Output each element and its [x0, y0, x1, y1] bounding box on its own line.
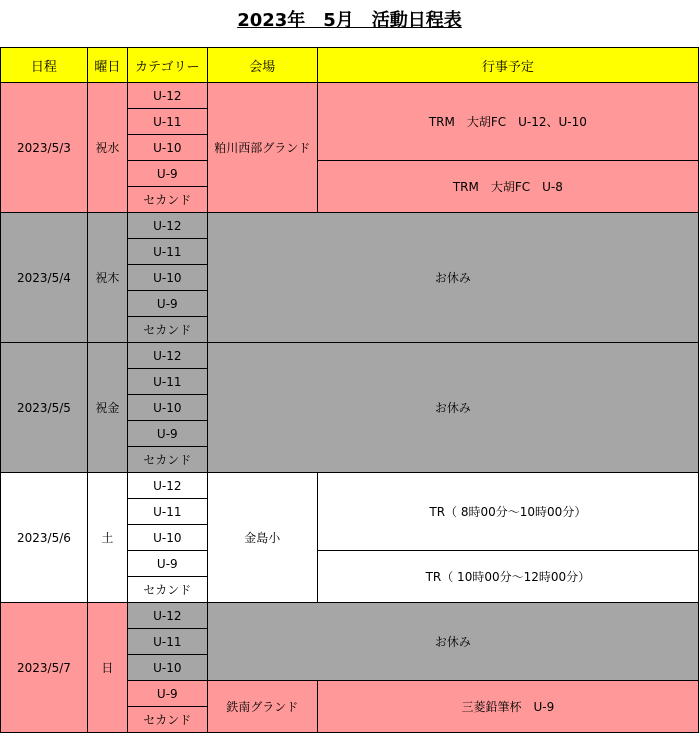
weekday-cell: 土 — [87, 473, 127, 603]
category-cell: U-12 — [127, 473, 207, 499]
header-category: カテゴリー — [127, 48, 207, 83]
venue-cell: 鉄南グランド — [207, 681, 317, 733]
date-cell: 2023/5/6 — [1, 473, 88, 603]
category-cell: U-10 — [127, 655, 207, 681]
header-row — [1, 48, 699, 83]
category-cell: U-9 — [127, 551, 207, 577]
category-cell: U-11 — [127, 629, 207, 655]
category-cell: U-9 — [127, 681, 207, 707]
table-row — [1, 603, 699, 629]
schedule-table-wrapper — [0, 47, 699, 733]
category-cell: U-10 — [127, 265, 207, 291]
category-cell: U-12 — [127, 603, 207, 629]
date-cell: 2023/5/4 — [1, 213, 88, 343]
weekday-cell: 祝木 — [87, 213, 127, 343]
category-cell: U-10 — [127, 525, 207, 551]
category-cell: セカンド — [127, 707, 207, 733]
page-title: 2023年 5月 活動日程表 — [237, 10, 462, 31]
rest-cell: お休み — [207, 343, 698, 473]
table-row — [1, 343, 699, 369]
category-cell: セカンド — [127, 317, 207, 343]
event-cell: TR（ 10時00分～12時00分） — [317, 551, 698, 603]
event-cell: TR（ 8時00分～10時00分） — [317, 473, 698, 551]
category-cell: U-11 — [127, 239, 207, 265]
rest-cell: お休み — [207, 603, 698, 681]
category-cell: U-11 — [127, 369, 207, 395]
venue-cell: 金島小 — [207, 473, 317, 603]
category-cell: U-12 — [127, 213, 207, 239]
category-cell: U-10 — [127, 395, 207, 421]
header-date: 日程 — [1, 48, 88, 83]
header-plan: 行事予定 — [317, 48, 698, 83]
venue-cell: 粕川西部グランド — [207, 83, 317, 213]
weekday-cell: 祝水 — [87, 83, 127, 213]
date-cell: 2023/5/7 — [1, 603, 88, 733]
category-cell: U-9 — [127, 161, 207, 187]
category-cell: U-9 — [127, 291, 207, 317]
header-weekday: 曜日 — [87, 48, 127, 83]
event-cell: TRM 大胡FC U-12、U-10 — [317, 83, 698, 161]
weekday-cell: 日 — [87, 603, 127, 733]
date-cell: 2023/5/5 — [1, 343, 88, 473]
rest-cell: お休み — [207, 213, 698, 343]
table-row — [1, 83, 699, 109]
weekday-cell: 祝金 — [87, 343, 127, 473]
category-cell: U-9 — [127, 421, 207, 447]
category-cell: セカンド — [127, 577, 207, 603]
category-cell: U-12 — [127, 83, 207, 109]
event-cell: TRM 大胡FC U-8 — [317, 161, 698, 213]
table-row — [1, 473, 699, 499]
category-cell: セカンド — [127, 447, 207, 473]
event-cell: 三菱鉛筆杯 U-9 — [317, 681, 698, 733]
category-cell: U-12 — [127, 343, 207, 369]
category-cell: U-11 — [127, 499, 207, 525]
category-cell: セカンド — [127, 187, 207, 213]
category-cell: U-10 — [127, 135, 207, 161]
category-cell: U-11 — [127, 109, 207, 135]
header-venue: 会場 — [207, 48, 317, 83]
date-cell: 2023/5/3 — [1, 83, 88, 213]
table-row — [1, 213, 699, 239]
schedule-table — [0, 47, 699, 733]
